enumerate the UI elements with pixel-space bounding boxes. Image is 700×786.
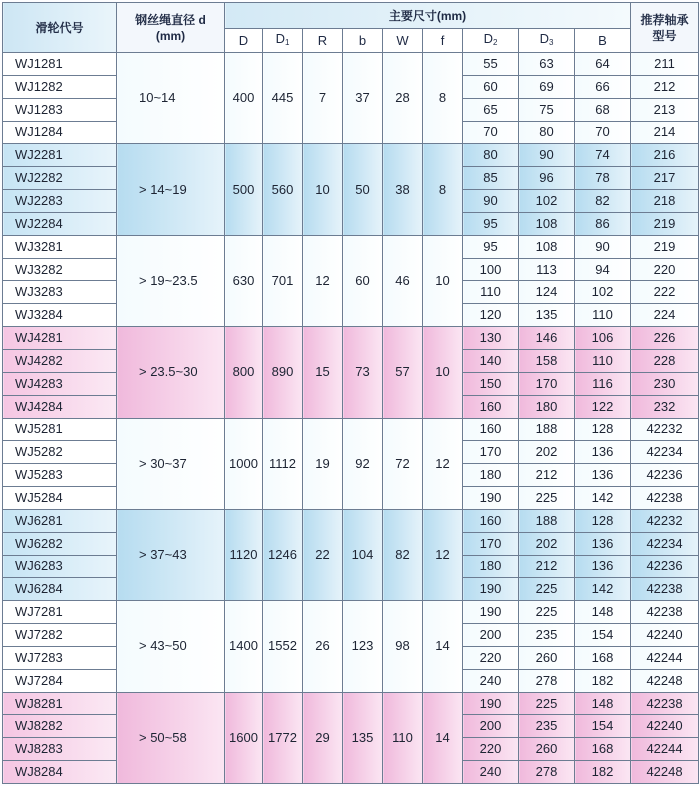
cell-D3: 212: [519, 555, 575, 578]
cell-bearing: 219: [631, 212, 699, 235]
cell-D: 1400: [225, 601, 263, 692]
cell-f: 12: [423, 418, 463, 509]
cell-B: 168: [575, 646, 631, 669]
cell-model-code: WJ4283: [3, 372, 117, 395]
cell-bearing: 232: [631, 395, 699, 418]
cell-model-code: WJ7283: [3, 646, 117, 669]
cell-model-code: WJ5283: [3, 464, 117, 487]
cell-D: 400: [225, 53, 263, 144]
cell-bearing: 42232: [631, 418, 699, 441]
cell-W: 38: [383, 144, 423, 235]
col-header-W: W: [383, 29, 423, 53]
header-main-dimensions: 主要尺寸(mm): [225, 3, 631, 29]
cell-D2: 140: [463, 349, 519, 372]
cell-D2: 70: [463, 121, 519, 144]
cell-D3: 212: [519, 464, 575, 487]
cell-model-code: WJ8284: [3, 761, 117, 784]
cell-bearing: 212: [631, 75, 699, 98]
cell-D2: 160: [463, 509, 519, 532]
cell-D2: 95: [463, 235, 519, 258]
cell-D1: 1552: [263, 601, 303, 692]
header-rope-diameter-label: 钢丝绳直径 d: [135, 12, 206, 27]
cell-model-code: WJ1281: [3, 53, 117, 76]
cell-D: 1000: [225, 418, 263, 509]
cell-D3: 225: [519, 601, 575, 624]
cell-D3: 188: [519, 509, 575, 532]
cell-R: 7: [303, 53, 343, 144]
cell-bearing: 224: [631, 304, 699, 327]
cell-B: 182: [575, 761, 631, 784]
col-header-D1: [263, 29, 303, 53]
cell-model-code: WJ8282: [3, 715, 117, 738]
cell-bearing: 226: [631, 327, 699, 350]
cell-B: 116: [575, 372, 631, 395]
table-row: [3, 235, 699, 258]
cell-model-code: WJ5281: [3, 418, 117, 441]
cell-model-code: WJ7281: [3, 601, 117, 624]
cell-B: 154: [575, 715, 631, 738]
cell-D3: 278: [519, 669, 575, 692]
cell-bearing: 42240: [631, 715, 699, 738]
cell-D1: 1772: [263, 692, 303, 783]
cell-f: 8: [423, 53, 463, 144]
cell-D3: 170: [519, 372, 575, 395]
cell-D1: 1112: [263, 418, 303, 509]
cell-B: 66: [575, 75, 631, 98]
table-row: [3, 418, 699, 441]
cell-R: 15: [303, 327, 343, 418]
cell-W: 82: [383, 509, 423, 600]
cell-bearing: 42238: [631, 601, 699, 624]
cell-W: 28: [383, 53, 423, 144]
cell-D: 800: [225, 327, 263, 418]
header-model-code: 滑轮代号: [3, 3, 117, 53]
cell-D3: 202: [519, 441, 575, 464]
cell-B: 136: [575, 464, 631, 487]
cell-D2: 240: [463, 669, 519, 692]
cell-D3: 235: [519, 624, 575, 647]
cell-D3: 63: [519, 53, 575, 76]
cell-B: 182: [575, 669, 631, 692]
col-header-D2: [463, 29, 519, 53]
cell-D1: 1246: [263, 509, 303, 600]
col-header-D: D: [225, 29, 263, 53]
cell-R: 12: [303, 235, 343, 326]
cell-D2: 170: [463, 441, 519, 464]
cell-W: 57: [383, 327, 423, 418]
cell-D2: 80: [463, 144, 519, 167]
cell-D: 500: [225, 144, 263, 235]
cell-D: 1120: [225, 509, 263, 600]
cell-f: 12: [423, 509, 463, 600]
table-body: [3, 53, 699, 784]
col-header-D1-base: D: [275, 30, 285, 46]
header-rope-diameter-unit: (mm): [155, 28, 186, 43]
cell-bearing: 220: [631, 258, 699, 281]
cell-B: 64: [575, 53, 631, 76]
cell-D2: 180: [463, 464, 519, 487]
cell-bearing: 216: [631, 144, 699, 167]
cell-D3: 80: [519, 121, 575, 144]
cell-b: 92: [343, 418, 383, 509]
cell-model-code: WJ2282: [3, 167, 117, 190]
cell-rope-diameter: 10~14: [117, 53, 225, 144]
cell-W: 46: [383, 235, 423, 326]
cell-f: 8: [423, 144, 463, 235]
cell-W: 72: [383, 418, 423, 509]
cell-bearing: 211: [631, 53, 699, 76]
cell-D2: 65: [463, 98, 519, 121]
col-header-D3-sub: 3: [548, 37, 554, 47]
table-row: [3, 327, 699, 350]
cell-D3: 75: [519, 98, 575, 121]
cell-B: 68: [575, 98, 631, 121]
cell-B: 122: [575, 395, 631, 418]
cell-D3: 90: [519, 144, 575, 167]
cell-D3: 180: [519, 395, 575, 418]
cell-B: 102: [575, 281, 631, 304]
cell-B: 136: [575, 441, 631, 464]
cell-D2: 220: [463, 646, 519, 669]
cell-D2: 160: [463, 418, 519, 441]
cell-f: 14: [423, 601, 463, 692]
cell-B: 94: [575, 258, 631, 281]
cell-bearing: 42248: [631, 761, 699, 784]
cell-D2: 200: [463, 624, 519, 647]
cell-bearing: 42248: [631, 669, 699, 692]
cell-model-code: WJ4281: [3, 327, 117, 350]
cell-bearing: 213: [631, 98, 699, 121]
cell-D2: 190: [463, 578, 519, 601]
cell-rope-diameter: > 50~58: [117, 692, 225, 783]
col-header-D2-base: D: [483, 30, 493, 46]
cell-B: 86: [575, 212, 631, 235]
cell-D2: 200: [463, 715, 519, 738]
cell-model-code: WJ6282: [3, 532, 117, 555]
cell-D3: 202: [519, 532, 575, 555]
cell-model-code: WJ6284: [3, 578, 117, 601]
cell-model-code: WJ3283: [3, 281, 117, 304]
cell-model-code: WJ4284: [3, 395, 117, 418]
cell-f: 14: [423, 692, 463, 783]
cell-bearing: 230: [631, 372, 699, 395]
cell-bearing: 42244: [631, 738, 699, 761]
cell-B: 90: [575, 235, 631, 258]
cell-bearing: 222: [631, 281, 699, 304]
cell-model-code: WJ6281: [3, 509, 117, 532]
cell-D1: 445: [263, 53, 303, 144]
table-row: [3, 509, 699, 532]
cell-D2: 120: [463, 304, 519, 327]
cell-model-code: WJ1282: [3, 75, 117, 98]
cell-D1: 890: [263, 327, 303, 418]
cell-W: 110: [383, 692, 423, 783]
cell-D2: 160: [463, 395, 519, 418]
cell-bearing: 214: [631, 121, 699, 144]
col-header-f: f: [423, 29, 463, 53]
cell-D2: 55: [463, 53, 519, 76]
table-row: [3, 53, 699, 76]
cell-D1: 560: [263, 144, 303, 235]
cell-bearing: 42232: [631, 509, 699, 532]
cell-D: 1600: [225, 692, 263, 783]
cell-model-code: WJ5284: [3, 487, 117, 510]
cell-B: 78: [575, 167, 631, 190]
cell-bearing: 42238: [631, 578, 699, 601]
header-recommended-bearing: [631, 3, 699, 53]
col-header-D2-sub: 2: [492, 37, 498, 47]
cell-model-code: WJ7282: [3, 624, 117, 647]
col-header-B: B: [575, 29, 631, 53]
cell-D3: 225: [519, 692, 575, 715]
cell-b: 123: [343, 601, 383, 692]
cell-b: 37: [343, 53, 383, 144]
cell-b: 73: [343, 327, 383, 418]
cell-rope-diameter: > 30~37: [117, 418, 225, 509]
cell-B: 136: [575, 555, 631, 578]
cell-model-code: WJ1284: [3, 121, 117, 144]
cell-b: 104: [343, 509, 383, 600]
header-bearing-line1: 推荐轴承: [640, 12, 689, 27]
cell-model-code: WJ3281: [3, 235, 117, 258]
cell-D3: 108: [519, 235, 575, 258]
cell-B: 136: [575, 532, 631, 555]
cell-D2: 130: [463, 327, 519, 350]
cell-bearing: 42244: [631, 646, 699, 669]
cell-B: 142: [575, 578, 631, 601]
cell-rope-diameter: > 19~23.5: [117, 235, 225, 326]
cell-D1: 701: [263, 235, 303, 326]
cell-bearing: 42240: [631, 624, 699, 647]
cell-model-code: WJ5282: [3, 441, 117, 464]
header-bearing-line2: 型号: [652, 28, 677, 43]
cell-b: 50: [343, 144, 383, 235]
cell-model-code: WJ8281: [3, 692, 117, 715]
cell-rope-diameter: > 43~50: [117, 601, 225, 692]
cell-model-code: WJ2281: [3, 144, 117, 167]
cell-model-code: WJ2284: [3, 212, 117, 235]
cell-D3: 146: [519, 327, 575, 350]
cell-D: 630: [225, 235, 263, 326]
col-header-R: R: [303, 29, 343, 53]
cell-bearing: 42236: [631, 555, 699, 578]
cell-B: 142: [575, 487, 631, 510]
cell-D2: 220: [463, 738, 519, 761]
cell-bearing: 42238: [631, 692, 699, 715]
cell-B: 110: [575, 304, 631, 327]
col-header-b: b: [343, 29, 383, 53]
cell-bearing: 218: [631, 190, 699, 213]
cell-D2: 60: [463, 75, 519, 98]
cell-model-code: WJ6283: [3, 555, 117, 578]
cell-D3: 124: [519, 281, 575, 304]
cell-B: 128: [575, 418, 631, 441]
cell-R: 22: [303, 509, 343, 600]
cell-D3: 69: [519, 75, 575, 98]
cell-D2: 95: [463, 212, 519, 235]
cell-rope-diameter: > 14~19: [117, 144, 225, 235]
cell-D3: 235: [519, 715, 575, 738]
cell-bearing: 219: [631, 235, 699, 258]
cell-B: 82: [575, 190, 631, 213]
cell-rope-diameter: > 23.5~30: [117, 327, 225, 418]
cell-D2: 100: [463, 258, 519, 281]
cell-bearing: 42234: [631, 441, 699, 464]
cell-B: 74: [575, 144, 631, 167]
col-header-D3-base: D: [539, 30, 549, 46]
cell-B: 148: [575, 692, 631, 715]
cell-D2: 180: [463, 555, 519, 578]
pulley-spec-table: [2, 2, 699, 784]
cell-D2: 85: [463, 167, 519, 190]
cell-D3: 158: [519, 349, 575, 372]
cell-D3: 102: [519, 190, 575, 213]
cell-D2: 240: [463, 761, 519, 784]
cell-model-code: WJ7284: [3, 669, 117, 692]
cell-rope-diameter: > 37~43: [117, 509, 225, 600]
cell-D2: 150: [463, 372, 519, 395]
cell-D3: 108: [519, 212, 575, 235]
cell-D2: 190: [463, 487, 519, 510]
cell-D3: 278: [519, 761, 575, 784]
cell-R: 19: [303, 418, 343, 509]
cell-D2: 90: [463, 190, 519, 213]
cell-b: 60: [343, 235, 383, 326]
cell-B: 106: [575, 327, 631, 350]
cell-D2: 190: [463, 601, 519, 624]
cell-f: 10: [423, 235, 463, 326]
cell-bearing: 228: [631, 349, 699, 372]
cell-b: 135: [343, 692, 383, 783]
cell-D2: 170: [463, 532, 519, 555]
cell-model-code: WJ8283: [3, 738, 117, 761]
cell-bearing: 42238: [631, 487, 699, 510]
cell-D3: 225: [519, 487, 575, 510]
cell-model-code: WJ4282: [3, 349, 117, 372]
table-row: [3, 692, 699, 715]
col-header-D1-sub: 1: [284, 37, 290, 47]
cell-D3: 225: [519, 578, 575, 601]
cell-model-code: WJ2283: [3, 190, 117, 213]
cell-D3: 135: [519, 304, 575, 327]
cell-B: 110: [575, 349, 631, 372]
cell-bearing: 42236: [631, 464, 699, 487]
cell-B: 154: [575, 624, 631, 647]
cell-R: 10: [303, 144, 343, 235]
header-rope-diameter: [117, 3, 225, 53]
table-row: [3, 144, 699, 167]
cell-D3: 260: [519, 738, 575, 761]
cell-bearing: 42234: [631, 532, 699, 555]
cell-R: 29: [303, 692, 343, 783]
cell-B: 168: [575, 738, 631, 761]
cell-D3: 96: [519, 167, 575, 190]
cell-model-code: WJ3284: [3, 304, 117, 327]
cell-D3: 113: [519, 258, 575, 281]
cell-W: 98: [383, 601, 423, 692]
cell-R: 26: [303, 601, 343, 692]
cell-B: 148: [575, 601, 631, 624]
cell-bearing: 217: [631, 167, 699, 190]
cell-D3: 260: [519, 646, 575, 669]
cell-f: 10: [423, 327, 463, 418]
cell-B: 70: [575, 121, 631, 144]
cell-B: 128: [575, 509, 631, 532]
cell-D3: 188: [519, 418, 575, 441]
cell-model-code: WJ1283: [3, 98, 117, 121]
cell-D2: 190: [463, 692, 519, 715]
col-header-D3: [519, 29, 575, 53]
cell-model-code: WJ3282: [3, 258, 117, 281]
cell-D2: 110: [463, 281, 519, 304]
table-header: [3, 3, 699, 53]
table-row: [3, 601, 699, 624]
